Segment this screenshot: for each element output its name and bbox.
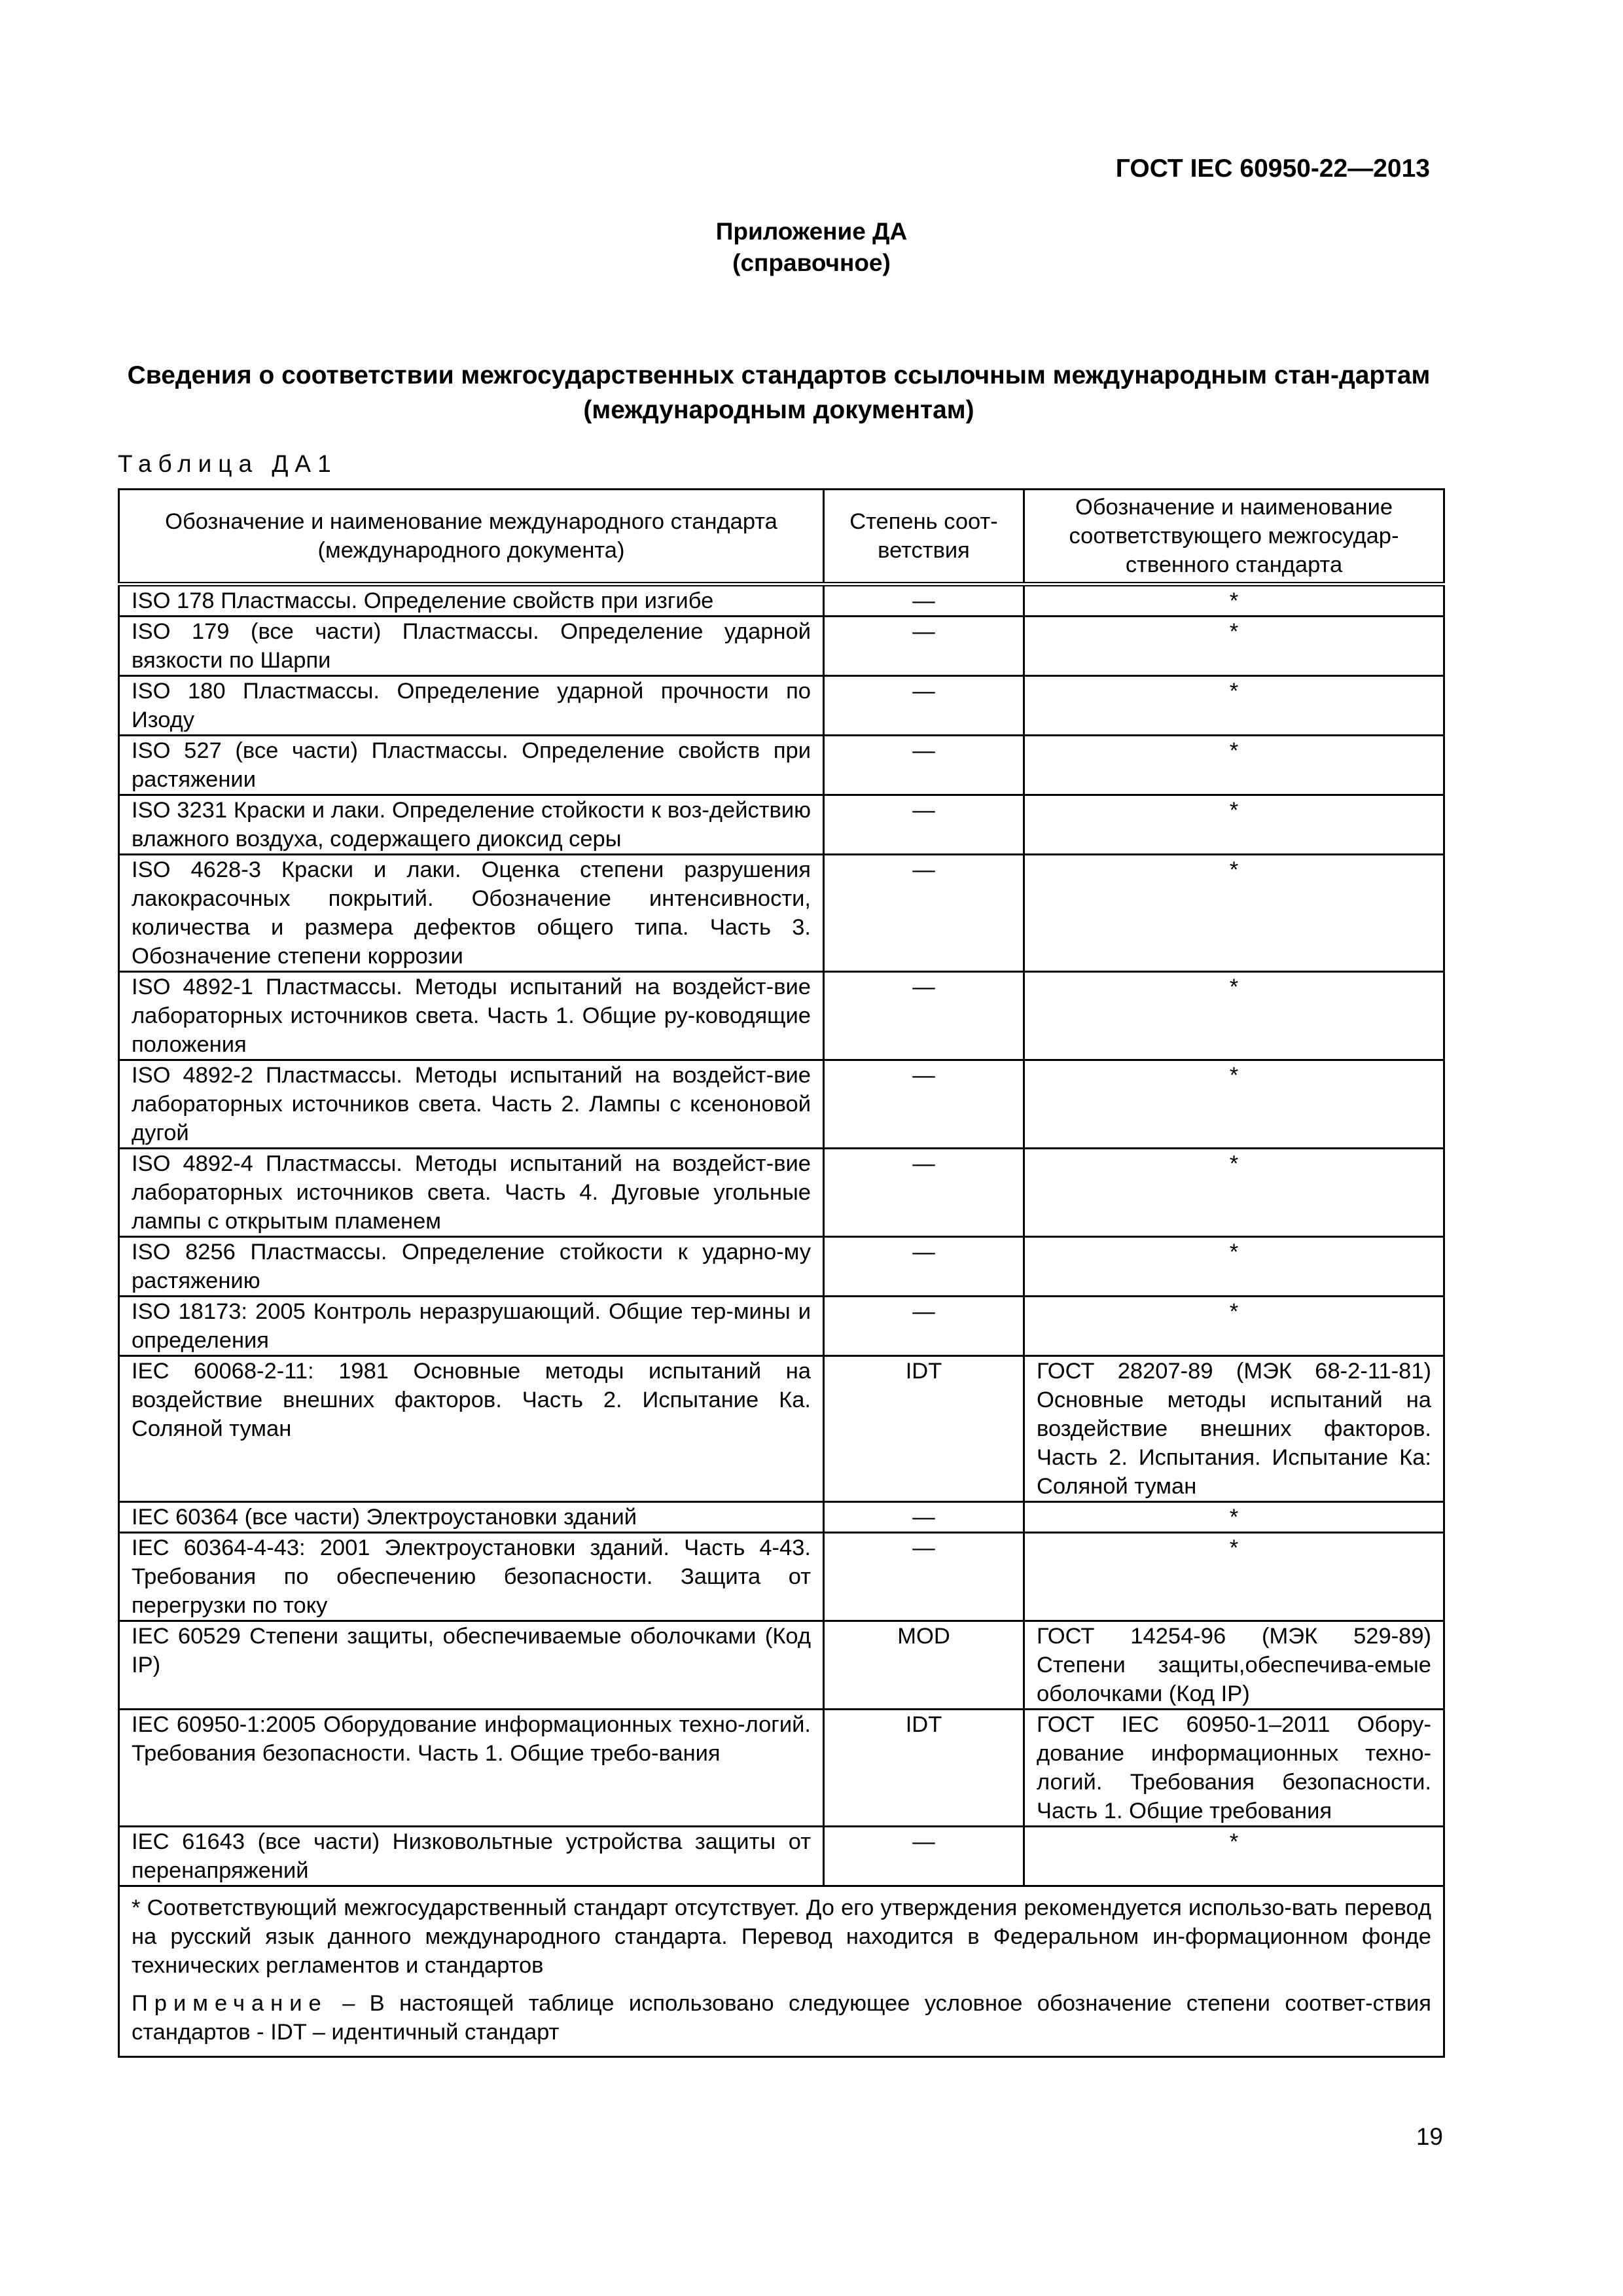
cell-degree: MOD xyxy=(824,1621,1024,1710)
appendix-title: Приложение ДА xyxy=(715,218,908,245)
table-row xyxy=(119,617,1444,676)
table-row xyxy=(119,1502,1444,1533)
cell-international-standard: IEC 61643 (все части) Низковольтные устройства защиты от перенапряжений xyxy=(119,1827,824,1886)
cell-corresponding-standard: * xyxy=(1024,1297,1444,1356)
cell-corresponding-standard: * xyxy=(1024,1502,1444,1533)
cell-degree: IDT xyxy=(824,1356,1024,1502)
table-row xyxy=(119,584,1444,617)
table-footnote-row xyxy=(119,1886,1444,2057)
cell-degree: — xyxy=(824,1237,1024,1297)
cell-degree: — xyxy=(824,1502,1024,1533)
cell-international-standard: ISO 4628-3 Краски и лаки. Оценка степени разрушения лакокрасочных покрытий. Обозначение интенсивности, количества и размера дефектов общего типа. Часть 3. Обозначение степени коррозии xyxy=(119,855,824,972)
cell-international-standard: ISO 180 Пластмассы. Определение ударной прочности по Изоду xyxy=(119,676,824,736)
cell-corresponding-standard: ГОСТ 14254-96 (МЭК 529-89) Степени защиты,обеспечива-емые оболочками (Код IP) xyxy=(1024,1621,1444,1710)
cell-degree: IDT xyxy=(824,1710,1024,1827)
header-corresponding-standard: Обозначение и наименование соответствующего межгосудар-ственного стандарта xyxy=(1024,490,1444,584)
cell-degree: — xyxy=(824,795,1024,855)
cell-international-standard: IEC 60950-1:2005 Оборудование информационных техно-логий. Требования безопасности. Часть 1. Общие требо-вания xyxy=(119,1710,824,1827)
cell-corresponding-standard: * xyxy=(1024,584,1444,617)
cell-international-standard: ISO 8256 Пластмассы. Определение стойкости к ударно-му растяжению xyxy=(119,1237,824,1297)
cell-corresponding-standard: * xyxy=(1024,1827,1444,1886)
table-row xyxy=(119,1297,1444,1356)
cell-corresponding-standard: * xyxy=(1024,676,1444,736)
table-row xyxy=(119,1237,1444,1297)
cell-degree: — xyxy=(824,1533,1024,1621)
table-caption: Таблица ДА1 xyxy=(118,450,338,477)
cell-degree: — xyxy=(824,1827,1024,1886)
table-row xyxy=(119,972,1444,1060)
cell-international-standard: ISO 527 (все части) Пластмассы. Определение свойств при растяжении xyxy=(119,736,824,795)
table-row xyxy=(119,795,1444,855)
page-number: 19 xyxy=(1416,2123,1443,2150)
cell-corresponding-standard: * xyxy=(1024,1060,1444,1149)
cell-corresponding-standard: * xyxy=(1024,972,1444,1060)
standards-table xyxy=(118,488,1445,2058)
cell-corresponding-standard: ГОСТ IEC 60950-1–2011 Обору-дование информационных техно-логий. Требования безопасности. Часть 1. Общие требования xyxy=(1024,1710,1444,1827)
cell-degree: — xyxy=(824,972,1024,1060)
cell-degree: — xyxy=(824,676,1024,736)
cell-international-standard: ISO 179 (все части) Пластмассы. Определение ударной вязкости по Шарпи xyxy=(119,617,824,676)
table-row xyxy=(119,1149,1444,1237)
cell-international-standard: IEC 60068-2-11: 1981 Основные методы испытаний на воздействие внешних факторов. Часть 2. Испытание Ка. Соляной туман xyxy=(119,1356,824,1502)
table-row xyxy=(119,676,1444,736)
table-row xyxy=(119,855,1444,972)
table-header-row xyxy=(119,490,1444,584)
cell-corresponding-standard: * xyxy=(1024,736,1444,795)
table-row xyxy=(119,1060,1444,1149)
cell-corresponding-standard: * xyxy=(1024,795,1444,855)
cell-corresponding-standard: * xyxy=(1024,1149,1444,1237)
cell-international-standard: ISO 178 Пластмассы. Определение свойств при изгибе xyxy=(119,584,824,617)
cell-international-standard: IEC 60364-4-43: 2001 Электроустановки зданий. Часть 4-43. Требования по обеспечению безопасности. Защита от перегрузки по току xyxy=(119,1533,824,1621)
table-row xyxy=(119,1533,1444,1621)
section-title: Сведения о соответствии межгосударственных стандартов ссылочным международным стан-дартам (международным документам) xyxy=(127,361,1431,424)
table-row xyxy=(119,1710,1444,1827)
cell-corresponding-standard: ГОСТ 28207-89 (МЭК 68-2-11-81) Основные методы испытаний на воздействие внешних факторов. Часть 2. Испытания. Испытание Ка: Соляной туман xyxy=(1024,1356,1444,1502)
note xyxy=(132,1989,1431,2047)
table-footnote-cell xyxy=(119,1886,1444,2057)
cell-international-standard: ISO 3231 Краски и лаки. Определение стойкости к воз-действию влажного воздуха, содержащего диоксид серы xyxy=(119,795,824,855)
table-row xyxy=(119,736,1444,795)
cell-degree: — xyxy=(824,584,1024,617)
cell-international-standard: ISO 4892-4 Пластмассы. Методы испытаний на воздейст-вие лабораторных источников света. Часть 4. Дуговые угольные лампы с открытым пламенем xyxy=(119,1149,824,1237)
footnote: * Соответствующий межгосударственный стандарт отсутствует. До его утверждения рекомендуется использо-вать перевод на русский язык данного международного стандарта. Перевод находится в Федеральном ин-формационном фонде технических регламентов и стандартов xyxy=(132,1895,1431,1978)
cell-corresponding-standard: * xyxy=(1024,617,1444,676)
note-label: Примечание xyxy=(132,1991,328,2016)
cell-degree: — xyxy=(824,736,1024,795)
cell-international-standard: ISO 4892-1 Пластмассы. Методы испытаний на воздейст-вие лабораторных источников света. Часть 1. Общие ру-ководящие положения xyxy=(119,972,824,1060)
cell-international-standard: IEC 60529 Степени защиты, обеспечиваемые оболочками (Код IP) xyxy=(119,1621,824,1710)
cell-degree: — xyxy=(824,1149,1024,1237)
table-row xyxy=(119,1827,1444,1886)
cell-corresponding-standard: * xyxy=(1024,1237,1444,1297)
cell-degree: — xyxy=(824,1297,1024,1356)
cell-international-standard: ISO 4892-2 Пластмассы. Методы испытаний на воздейст-вие лабораторных источников света. Часть 2. Лампы с ксеноновой дугой xyxy=(119,1060,824,1149)
header-international-standard: Обозначение и наименование международного стандарта (международного документа) xyxy=(119,490,824,584)
cell-international-standard: IEC 60364 (все части) Электроустановки зданий xyxy=(119,1502,824,1533)
table-row xyxy=(119,1621,1444,1710)
document-code: ГОСТ IEC 60950-22—2013 xyxy=(1115,154,1430,183)
table-body xyxy=(119,584,1444,1886)
appendix-subtitle: (справочное) xyxy=(732,249,891,276)
cell-international-standard: ISO 18173: 2005 Контроль неразрушающий. Общие тер-мины и определения xyxy=(119,1297,824,1356)
cell-degree: — xyxy=(824,617,1024,676)
header-degree: Степень соот-ветствия xyxy=(824,490,1024,584)
table-row xyxy=(119,1356,1444,1502)
cell-degree: — xyxy=(824,855,1024,972)
cell-degree: — xyxy=(824,1060,1024,1149)
cell-corresponding-standard: * xyxy=(1024,1533,1444,1621)
note-text: – В настоящей таблице использовано следующее условное обозначение степени соответ-ствия стандартов - IDT – идентичный стандарт xyxy=(132,1991,1431,2045)
cell-corresponding-standard: * xyxy=(1024,855,1444,972)
appendix-heading xyxy=(0,216,1623,279)
